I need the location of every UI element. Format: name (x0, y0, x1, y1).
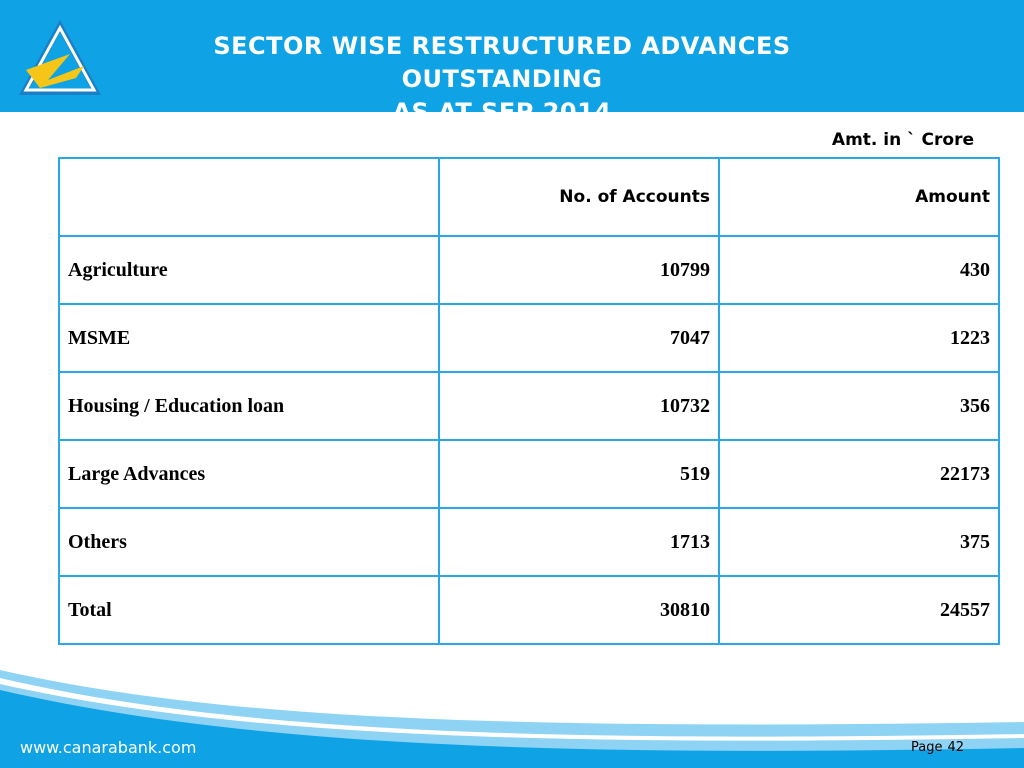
accounts-cell: 7047 (439, 304, 719, 372)
sector-cell: Total (59, 576, 439, 644)
table-row (59, 440, 999, 508)
amount-cell: 375 (719, 508, 999, 576)
sector-cell: Others (59, 508, 439, 576)
restructured-advances-table (58, 157, 1000, 645)
table-row (59, 304, 999, 372)
sector-cell: Agriculture (59, 236, 439, 304)
amount-cell: 24557 (719, 576, 999, 644)
table-row (59, 508, 999, 576)
table-row (59, 372, 999, 440)
canara-bank-logo (18, 18, 102, 102)
title-line-2: AS AT SEP 2014 (392, 98, 612, 126)
page-indicator (906, 740, 964, 755)
page-label: Page (910, 740, 943, 755)
accounts-cell: 30810 (439, 576, 719, 644)
amount-cell: 22173 (719, 440, 999, 508)
header-sector (59, 158, 439, 236)
amount-cell: 1223 (719, 304, 999, 372)
unit-note: Amt. in ` Crore (831, 130, 974, 150)
accounts-cell: 1713 (439, 508, 719, 576)
sector-cell: Housing / Education loan (59, 372, 439, 440)
accounts-cell: 10799 (439, 236, 719, 304)
table-header-row (59, 158, 999, 236)
amount-cell: 356 (719, 372, 999, 440)
header-banner (0, 0, 1024, 126)
sector-cell: MSME (59, 304, 439, 372)
title-line-1: SECTOR WISE RESTRUCTURED ADVANCES OUTSTANDING (213, 32, 791, 93)
table-total-row (59, 576, 999, 644)
amount-cell: 430 (719, 236, 999, 304)
website-link[interactable]: www.canarabank.com (20, 738, 197, 757)
header-amount: Amount (719, 158, 999, 236)
page-number: 42 (947, 740, 964, 755)
accounts-cell: 519 (439, 440, 719, 508)
header-accounts: No. of Accounts (439, 158, 719, 236)
page-title (110, 30, 894, 129)
table-row (59, 236, 999, 304)
accounts-cell: 10732 (439, 372, 719, 440)
sector-cell: Large Advances (59, 440, 439, 508)
